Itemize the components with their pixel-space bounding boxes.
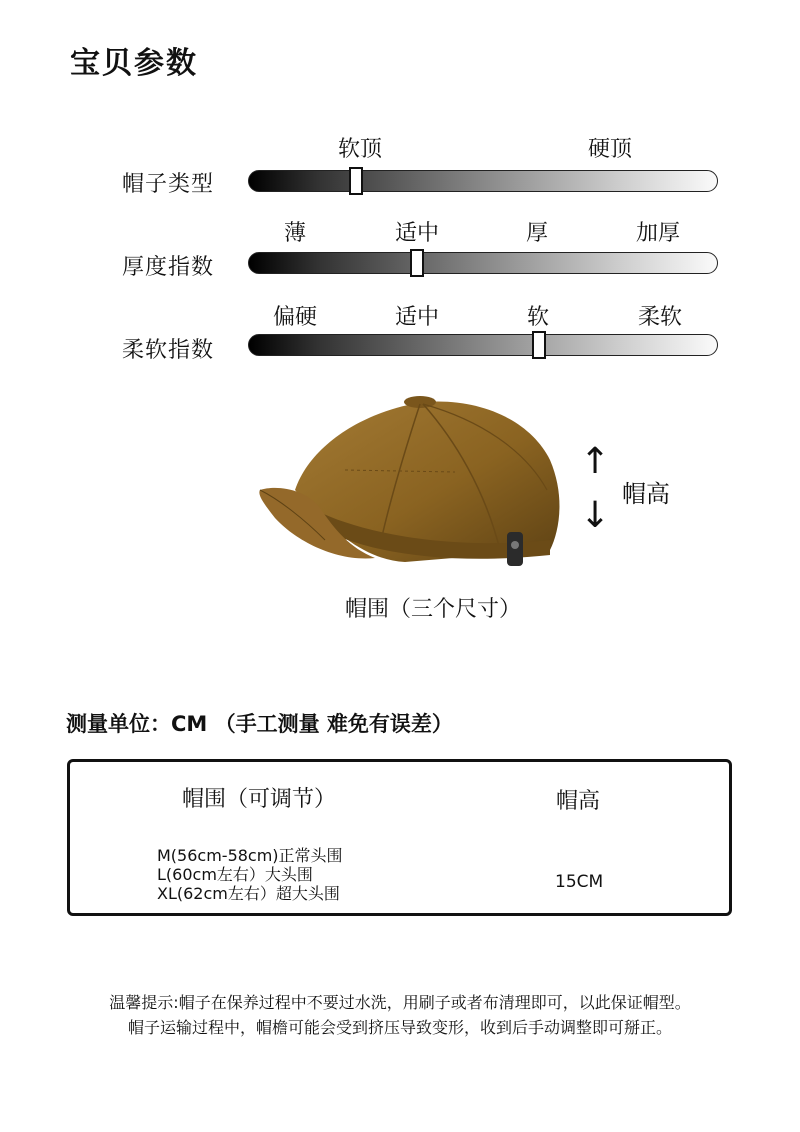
height-value: 15CM [555,872,604,892]
tick-label: 加厚 [635,221,681,246]
arrow-down-icon: ↓ [580,495,611,536]
scale-marker [410,249,424,277]
scale-bar [248,334,718,356]
tick-label: 软顶 [337,137,383,162]
tick-label: 厚 [525,221,549,246]
scale-bar [248,252,718,274]
scale-marker [532,331,546,359]
list-item: XL(62cm左右）超大头围 [157,884,340,903]
tick-label: 薄 [283,221,307,246]
tip-line: 帽子运输过程中，帽檐可能会受到挤压导致变形，收到后手动调整即可掰正。 [127,1018,672,1037]
size-table [67,759,732,916]
tick-label: 偏硬 [272,305,318,330]
scale-hat-type [0,130,800,210]
tick-label: 硬顶 [587,137,633,162]
scale-marker [349,167,363,195]
unit-note: 测量单位：CM （手工测量 难免有误差） [66,712,453,736]
size-list [157,846,343,903]
scale-softness [0,295,800,375]
tip-line: 温馨提示:帽子在保养过程中不要过水洗，用刷子或者布清理即可，以此保证帽型。 [109,993,691,1012]
hat-height-label: 帽高 [622,480,670,508]
list-item: L(60cm左右）大头围 [157,865,313,884]
scale-thickness [0,212,800,292]
scale-label: 柔软指数 [122,338,215,363]
scale-label: 厚度指数 [122,255,215,280]
hat-image [255,390,575,580]
tick-label: 柔软 [637,305,683,330]
header-circumference: 帽围（可调节） [182,787,337,812]
scale-bar [248,170,718,192]
list-item: M(56cm-58cm)正常头围 [157,846,343,865]
scale-label: 帽子类型 [122,172,215,197]
tick-label: 适中 [394,221,440,246]
tick-label: 软 [526,305,550,330]
arrow-up-icon: ↑ [580,441,611,482]
header-height: 帽高 [556,789,601,814]
circumference-label: 帽围（三个尺寸） [345,597,522,622]
page-title: 宝贝参数 [70,46,198,81]
tick-label: 适中 [394,305,440,330]
